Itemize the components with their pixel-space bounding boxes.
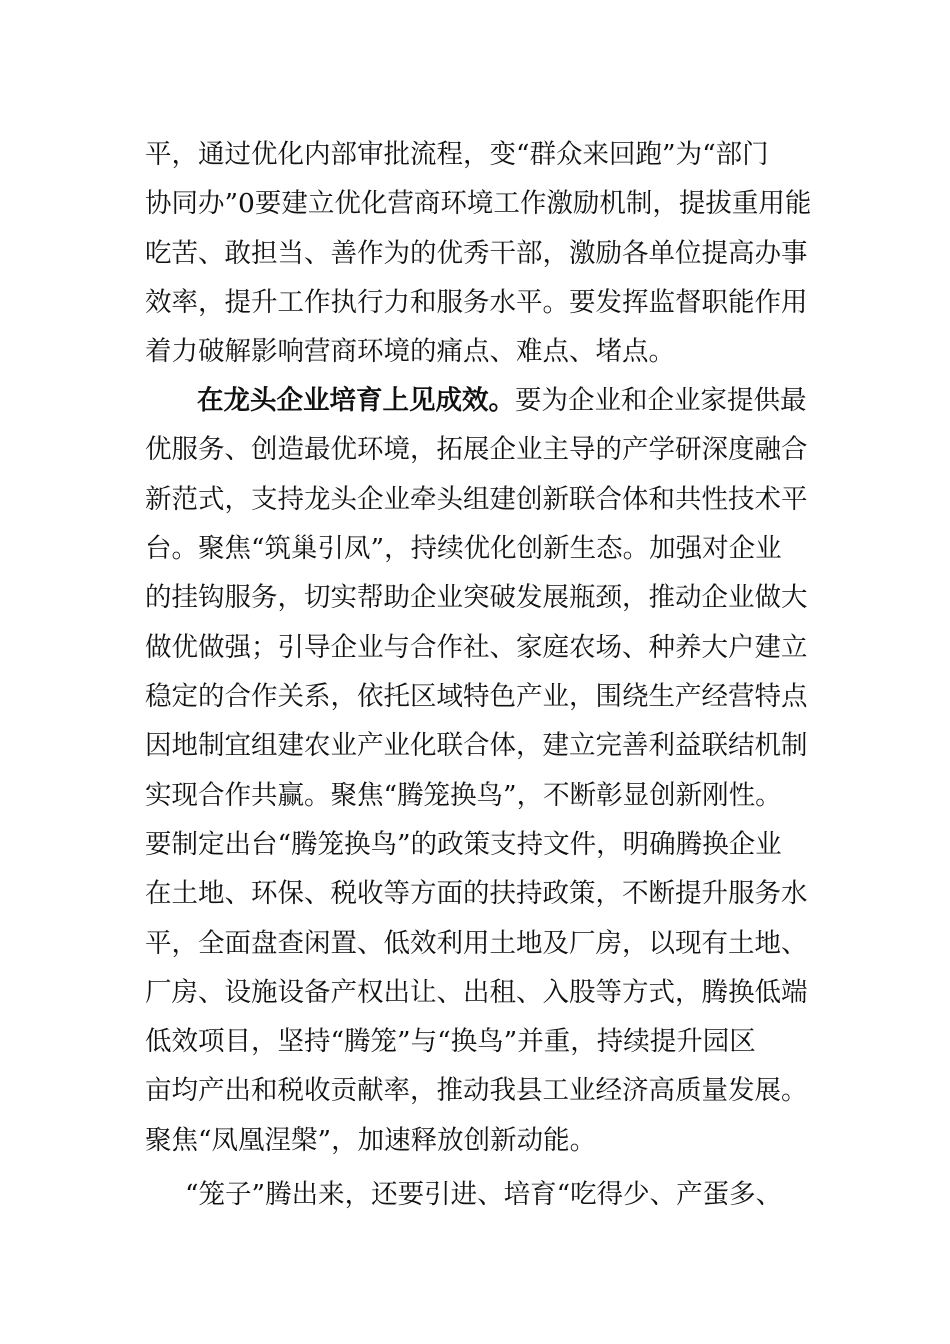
text-line-13: 因地制宜组建农业产业化联合体，建立完善利益联结机制 (145, 730, 808, 761)
text-line-15: 要制定出台“腾笼换鸟”的政策支持文件，明确腾换企业 (145, 829, 782, 860)
text-line-10: 的挂钩服务，切实帮助企业突破发展瓶颈，推动企业做大 (145, 582, 808, 613)
text-line-2: 协同办”0要建立优化营商环境工作激励机制，提拔重用能 (145, 188, 812, 219)
text-line-4: 效率，提升工作执行力和服务水平。要发挥监督职能作用 (145, 287, 808, 318)
text-line-14: 实现合作共赢。聚焦“腾笼换鸟”，不断彰显创新刚性。 (145, 780, 782, 811)
text-line-11: 做优做强；引导企业与合作社、家庭农场、种养大户建立 (145, 632, 808, 663)
text-line-20: 亩均产出和税收贡献率，推动我县工业经济高质量发展。 (145, 1075, 808, 1106)
text-line-21: 聚焦“凤凰涅槃”，加速释放创新动能。 (145, 1125, 597, 1156)
text-line-7: 优服务、创造最优环境，拓展企业主导的产学研深度融合 (145, 434, 808, 465)
text-line-17: 平，全面盘查闲置、低效利用土地及厂房，以现有土地、 (145, 928, 808, 959)
paragraph-heading-line (197, 381, 837, 421)
text-line-22: “笼子”腾出来，还要引进、培育“吃得少、产蛋多、 (185, 1179, 783, 1210)
text-line-16: 在土地、环保、税收等方面的扶持政策，不断提升服务水 (145, 878, 808, 909)
text-line-8: 新范式，支持龙头企业牵头组建创新联合体和共性技术平 (145, 484, 808, 515)
text-line-3: 吃苦、敢担当、善作为的优秀干部，激励各单位提高办事 (145, 238, 808, 269)
text-line-18: 厂房、设施设备产权出让、出租、入股等方式，腾换低端 (145, 977, 808, 1008)
text-line-9: 台。聚焦“筑巢引凤”，持续优化创新生态。加强对企业 (145, 533, 782, 564)
section-heading: 在龙头企业培育上见成效。 (197, 385, 515, 416)
text-line-6: 要为企业和企业家提供最 (515, 385, 807, 416)
text-line-1: 平，通过优化内部审批流程，变“群众来回跑”为“部门 (145, 139, 769, 170)
text-line-12: 稳定的合作关系，依托区域特色产业，围绕生产经营特点 (145, 681, 808, 712)
text-line-19: 低效项目，坚持“腾笼”与“换鸟”并重，持续提升园区 (145, 1026, 756, 1057)
text-line-5: 着力破解影响营商环境的痛点、难点、堵点。 (145, 336, 675, 367)
